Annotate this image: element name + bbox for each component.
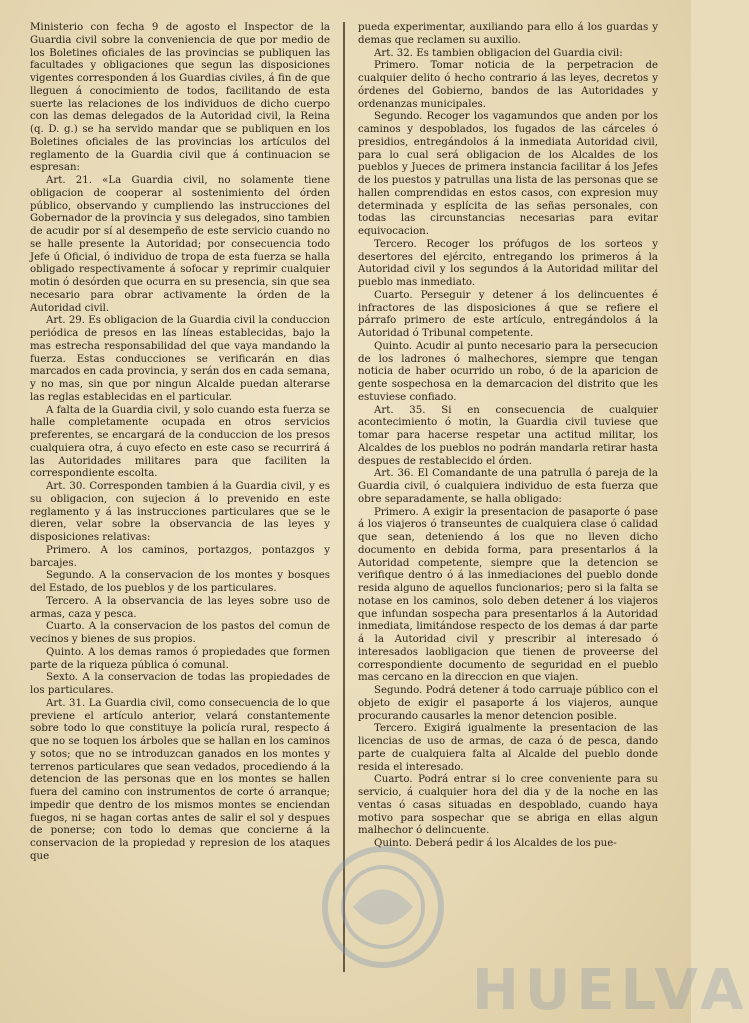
paragraph: Ministerio con fecha 9 de agosto el Inspector de la Guardia civil sobre la conveniencia de que por medio de los Boletines oficiales de las provincias se publiquen las facultades y obligaciones que segun las disposiciones vigentes corresponden á los Guardias civiles, á fin de que lleguen á conocimiento de todos, facilitando de esta suerte las relaciones de los individuos de dicho cuerpo con las demas delegados de la Autoridad civil, la Reina (q. D. g.) se ha servido mandar que se publiquen en los Boletines oficiales de las provincias los artículos del reglamento de la Guardia civil que á continuacion se espresan: xyxy=(30,22,330,174)
archive-seal-icon xyxy=(308,842,458,972)
paragraph: Primero. Tomar noticia de la perpetracion de cualquier delito ó hecho contrario á las leyes, decretos y órdenes del Gobierno, bandos de las Autoridades y ordenanzas municipales. xyxy=(358,60,658,110)
paragraph: Segundo. Podrá detener á todo carruaje público con el objeto de exigir el pasaporte á los viajeros, aunque procurando causarles la menor detencion posible. xyxy=(358,685,658,722)
paragraph: Primero. A exigir la presentacion de pasaporte ó pase á los viajeros ó transeuntes de cualquiera clase ó calidad que sean, deteniendo á los que no lleven dicho documento en debida forma, para presentarlos á la Autoridad competente, siempre que la detencion se verifique dentro ó á las inmediaciones del pueblo donde resida alguno de aquellos funcionarios; pero si la falta se notase en los caminos, solo deben detener á los viajeros que infundan sospecha para presentarlos á la Autoridad inmediata, limitándose respecto de los demas á dar parte á la Autoridad civil y prescribir al interesado ó interesados laobligacion que tienen de proveerse del correspondiente documento de seguridad en el pueblo mas cercano en la direccion en que viajen. xyxy=(358,506,658,684)
paragraph: Art. 31. La Guardia civil, como consecuencia de lo que previene el artículo anterior, velará constantemente sobre todo lo que constituye la policía rural, respecto á que no se toquen los árboles que se hallan en los caminos y sotos; que no se introduzcan ganados en los montes y terrenos particulares que sean vedados, procediendo á la detencion de las personas que en los montes se hallen fuera del camino con instrumentos de corte ó arranque; impedir que dentro de los mismos montes se enciendan fuegos, ni se hagan cortas antes de salir el sol y despues de ponerse; con todo lo demas que concierne á la conservacion de la propiedad y represion de los ataques que xyxy=(30,697,330,862)
paragraph: Art. 21. «La Guardia civil, no solamente tiene obligacion de cooperar al sostenimiento del órden público, observando y cumpliendo las instrucciones del Gobernador de la provincia y sus delegados, sino tambien de acudir por sí al desempeño de este servicio cuando no se halle presente la Autoridad; por consecuencia todo Jefe ú Oficial, ó individuo de tropa de esta fuerza se halla obligado respectivamente á sofocar y reprimir cualquier motin ó desórden que ocurra en su presencia, sin que sea necesario para obrar activamente la órden de la Autoridad civil. xyxy=(30,175,330,314)
paragraph: Art. 29. Es obligacion de la Guardia civil la conduccion periódica de presos en las líneas establecidas, bajo la mas estrecha responsabilidad del que vaya mandando la fuerza. Estas conducciones se verificarán en dias marcados en cada provincia, y serán dos en cada semana, y no mas, sin que por ningun Alcalde puedan alterarse las reglas establecidas en el particular. xyxy=(30,315,330,403)
paragraph: Cuarto. Podrá entrar si lo cree conveniente para su servicio, á cualquier hora del dia y de la noche en las ventas ó casas situadas en despoblado, cuando haya motivo para sospechar que se abriga en ellas algun malhechor ó delincuente. xyxy=(358,774,658,837)
paragraph: Art. 36. El Comandante de una patrulla ó pareja de la Guardia civil, ó cualquiera individuo de esta fuerza que obre separadamente, se halla obligado: xyxy=(358,468,658,505)
paragraph: Segundo. A la conservacion de los montes y bosques del Estado, de los pueblos y de los particulares. xyxy=(30,570,330,594)
paragraph: Quinto. A los demas ramos ó propiedades que formen parte de la riqueza pública ó comunal. xyxy=(30,646,330,671)
paragraph: Quinto. Deberá pedir á los Alcaldes de los pue- xyxy=(374,838,617,849)
paragraph: Tercero. Recoger los prófugos de los sorteos y desertores del ejército, entregando los primeros á la Autoridad civil y los segundos á la Autoridad militar del pueblo mas inmediato. xyxy=(358,238,658,288)
paragraph: A falta de la Guardia civil, y solo cuando esta fuerza se halle completamente ocupada en otros servicios preferentes, se encargará de la conduccion de los presos cualquiera otra, á cuyo efecto en este caso se recurrirá á las Autoridades militares para que faciliten la correspondiente escolta. xyxy=(30,404,330,480)
paragraph: Art. 30. Corresponden tambien á la Guardia civil, y es su obligacion, con sujecion á lo prevenido en este reglamento y á las instrucciones particulares que se le dieren, velar sobre la observancia de las leyes y disposiciones relativas: xyxy=(30,481,330,543)
paragraph: Tercero. Exigirá igualmente la presentacion de las licencias de uso de armas, de caza ó de pesca, dando parte de cualquiera falta al Alcalde del pueblo donde resida el interesado. xyxy=(358,723,658,773)
column-divider xyxy=(343,22,345,972)
paragraph: Sexto. A la conservacion de todas las propiedades de los particulares. xyxy=(30,672,330,696)
paragraph: Quinto. Acudir al punto necesario para la persecucion de los ladrones ó malhechores, siempre que tengan noticia de haber ocurrido un robo, ó de la aparicion de gente sospechosa en la demarcacion del distrito que les estuviese confiado. xyxy=(358,340,658,403)
paragraph: Art. 32. Es tambien obligacion del Guardia civil: xyxy=(374,47,623,59)
left-column xyxy=(30,22,330,1007)
paragraph: Segundo. Recoger los vagamundos que anden por los caminos y despoblados, los fugados de las cárceles ó presidios, entregándolos á la inmediata Autoridad civil, para lo cual será obligacion de los Alcaldes de los pueblos y Jueces de primera instancia facilitar á los Jefes de los puestos y patrullas una lista de las personas que se hallen comprendidas en estos casos, con expresion muy determinada y esplícita de las señas personales, con todas las circunstancias necesarias para evitar equivocacion. xyxy=(358,111,658,237)
paragraph: Art. 35. Si en consecuencia de cualquier acontecimiento ó motin, la Guardia civil tuviese que tomar para hacerse respetar una actitud militar, los Alcaldes de los pueblos no podrán mandarla retirar hasta despues de restablecido el órden. xyxy=(358,404,658,467)
archive-watermark: HUELVA xyxy=(472,958,749,1023)
paragraph: Cuarto. Perseguir y detener á los delincuentes é infractores de las disposiciones á que se refiere el párrafo primero de este artículo, entregándolos á la Autoridad ó Tribunal competente. xyxy=(358,289,658,339)
paragraph: Primero. A los caminos, portazgos, pontazgos y barcajes. xyxy=(30,544,330,569)
paragraph: pueda experimentar, auxiliando para ello á los guardas y demas que reclamen su auxilio. xyxy=(358,22,658,46)
paragraph: Tercero. A la observancia de las leyes sobre uso de armas, caza y pesca. xyxy=(30,595,330,620)
paragraph: Cuarto. A la conservacion de los pastos del comun de vecinos y bienes de sus propios. xyxy=(30,621,330,645)
